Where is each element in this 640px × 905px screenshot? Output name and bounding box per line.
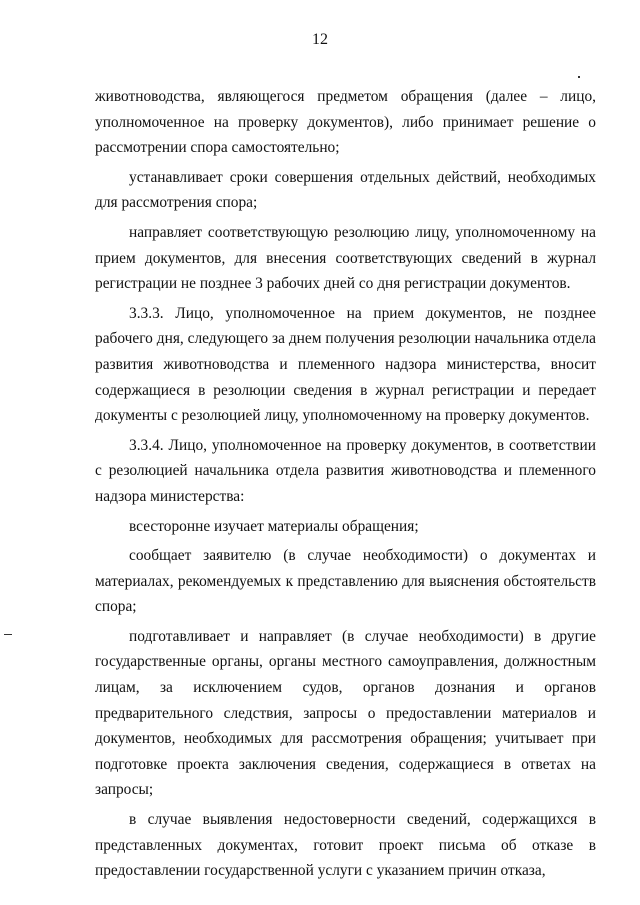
paragraph-send-resolution: направляет соответствующую резолюцию лицу, уполномоченному на прием документов, для внесения соответствующих сведений в журнал регистрации не позднее 3 рабочих дней со дня регистрации документов. bbox=[95, 223, 596, 293]
scan-speck bbox=[4, 634, 12, 635]
page-number: 12 bbox=[312, 31, 328, 48]
paragraph-3-3-3: 3.3.3. Лицо, уполномоченное на прием документов, не позднее рабочего дня, следующего за днем получения резолюции начальника отдела развития животноводства и племенного надзора министерства, вносит содержащиеся в резолюции сведения в журнал регистрации и передает документы с резолюцией лицу, уполномоченному на проверку документов. bbox=[95, 304, 596, 425]
paragraph-inform-applicant: сообщает заявителю (в случае необходимости) о документах и материалах, рекомендуемых к представлению для выяснения обстоятельств спора; bbox=[95, 547, 596, 616]
paragraph-3-3-4: 3.3.4. Лицо, уполномоченное на проверку документов, в соответствии с резолюцией начальника отдела развития животноводства и племенного надзора министерства: bbox=[95, 436, 596, 505]
document-body bbox=[95, 84, 596, 888]
paragraph-send-requests: подготавливает и направляет (в случае необходимости) в другие государственные органы, органы местного самоуправления, должностным лицам, за исключением судов, органов дознания и органов предварительного следствия, запросы о предоставлении материалов и документов, необходимых для рассмотрения обращения; учитывает при подготовке проекта заключения сведения, содержащиеся в ответах на запросы; bbox=[95, 627, 596, 799]
paragraph-set-deadlines: устанавливает сроки совершения отдельных действий, необходимых для рассмотрения спора; bbox=[95, 168, 596, 212]
paragraph-study-materials: всесторонне изучает материалы обращения; bbox=[129, 517, 419, 535]
scan-speck bbox=[578, 76, 580, 78]
paragraph-refusal: в случае выявления недостоверности сведений, содержащихся в представленных документах, готовит проект письма об отказе в предоставлении государственной услуги с указанием причин отказа, bbox=[95, 811, 596, 880]
paragraph-continuation: животноводства, являющегося предметом обращения (далее – лицо, уполномоченное на проверку документов), либо принимает решение о рассмотрении спора самостоятельно; bbox=[95, 88, 596, 157]
